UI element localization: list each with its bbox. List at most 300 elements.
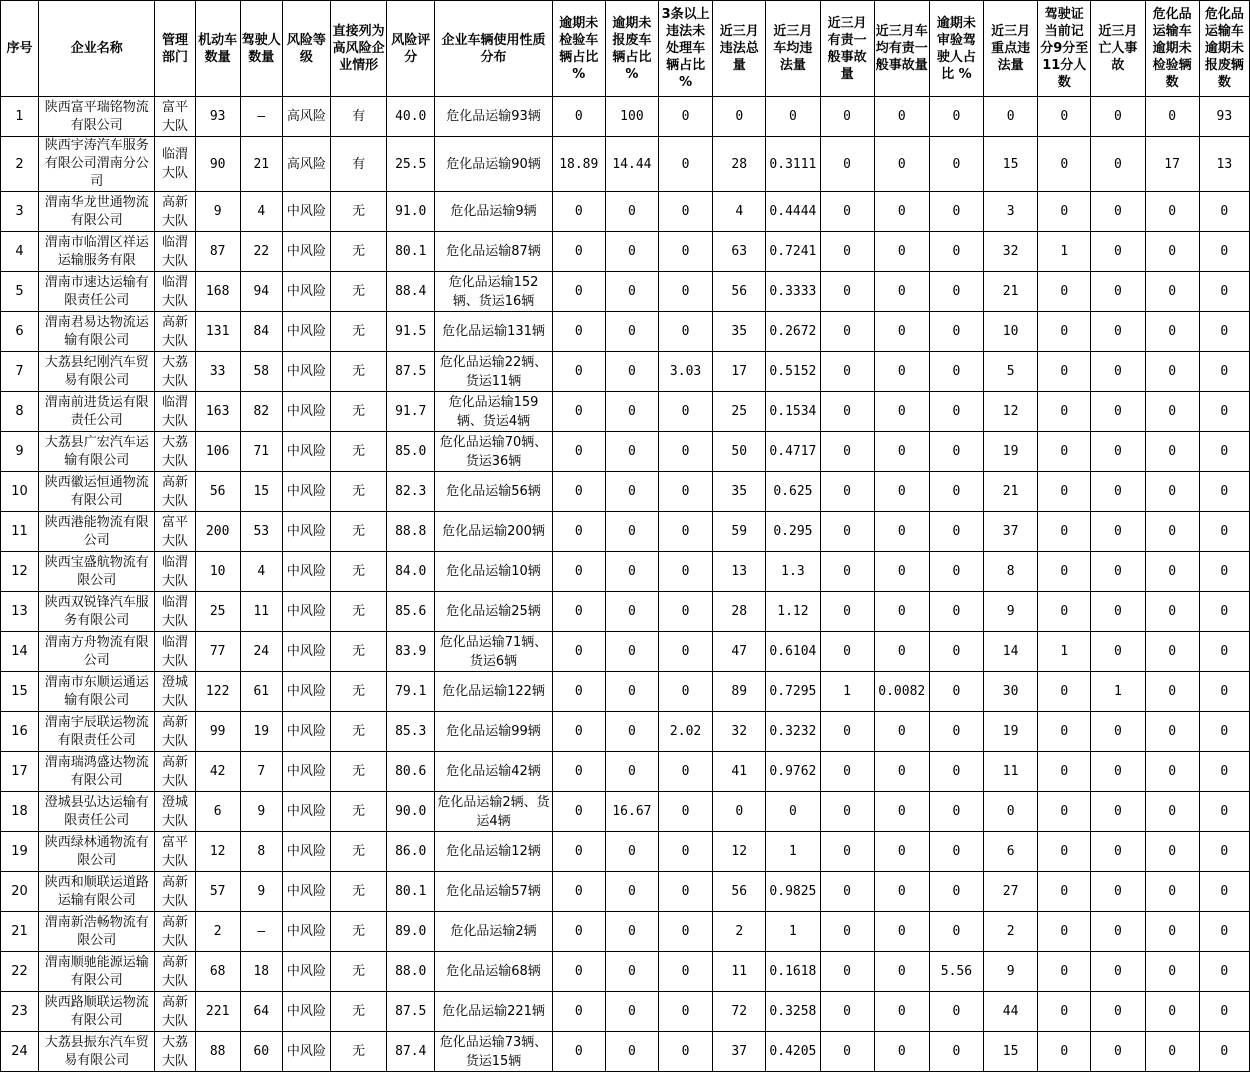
cell-overdue-inspection-pct: 0 xyxy=(552,992,605,1032)
cell-overdue-driver-review-pct: 0 xyxy=(929,552,983,592)
table-row xyxy=(1,137,1250,192)
cell-vehicle-count: 2 xyxy=(195,912,240,952)
cell-drivers-9-11-points: 0 xyxy=(1038,97,1091,137)
cell-overdue-inspection-pct: 0 xyxy=(552,952,605,992)
cell-hazmat-overdue-inspection: 0 xyxy=(1145,392,1199,432)
cell-accidents-3m: 0 xyxy=(820,832,874,872)
table-row xyxy=(1,552,1250,592)
cell-risk-level: 中风险 xyxy=(282,272,330,312)
cell-hazmat-overdue-inspection: 0 xyxy=(1145,472,1199,512)
cell-vehicle-usage: 危化品运输70辆、货运36辆 xyxy=(435,432,552,472)
cell-company-name: 渭南市速达运输有限责任公司 xyxy=(39,272,155,312)
cell-risk-score: 80.6 xyxy=(387,752,435,792)
cell-management-dept: 大荔大队 xyxy=(155,1032,195,1072)
cell-risk-score: 40.0 xyxy=(387,97,435,137)
cell-management-dept: 高新大队 xyxy=(155,752,195,792)
cell-index: 4 xyxy=(1,232,39,272)
cell-hazmat-overdue-scrap: 0 xyxy=(1199,1032,1249,1072)
cell-driver-count: — xyxy=(240,97,282,137)
cell-index: 16 xyxy=(1,712,39,752)
cell-risk-level: 高风险 xyxy=(282,97,330,137)
cell-company-name: 渭南方舟物流有限公司 xyxy=(39,632,155,672)
cell-violations-3m: 47 xyxy=(713,632,766,672)
cell-vehicle-usage: 危化品运输22辆、货运11辆 xyxy=(435,352,552,392)
table-row xyxy=(1,272,1250,312)
cell-fatal-accidents-3m: 0 xyxy=(1091,392,1145,432)
cell-company-name: 大荔县广宏汽车运输有限公司 xyxy=(39,432,155,472)
cell-violations-per-vehicle: 0.625 xyxy=(766,472,820,512)
cell-overdue-scrap-pct: 0 xyxy=(605,592,658,632)
cell-fatal-accidents-3m: 0 xyxy=(1091,232,1145,272)
cell-unresolved-violations-pct: 0 xyxy=(659,552,713,592)
cell-overdue-inspection-pct: 0 xyxy=(552,192,605,232)
cell-overdue-driver-review-pct: 0 xyxy=(929,712,983,752)
cell-direct-high-risk: 无 xyxy=(331,952,387,992)
cell-management-dept: 大荔大队 xyxy=(155,352,195,392)
cell-accidents-per-vehicle: 0.0082 xyxy=(874,672,929,712)
cell-accidents-per-vehicle: 0 xyxy=(874,952,929,992)
cell-direct-high-risk: 无 xyxy=(331,752,387,792)
cell-unresolved-violations-pct: 0 xyxy=(659,137,713,192)
cell-driver-count: — xyxy=(240,912,282,952)
cell-violations-per-vehicle: 0.295 xyxy=(766,512,820,552)
col-header-unresolved-violations-pct: 3条以上违法未处理车辆占比 % xyxy=(659,1,713,97)
cell-driver-count: 60 xyxy=(240,1032,282,1072)
cell-unresolved-violations-pct: 0 xyxy=(659,97,713,137)
cell-overdue-scrap-pct: 0 xyxy=(605,352,658,392)
cell-hazmat-overdue-scrap: 0 xyxy=(1199,232,1249,272)
cell-vehicle-count: 168 xyxy=(195,272,240,312)
cell-management-dept: 高新大队 xyxy=(155,712,195,752)
cell-drivers-9-11-points: 0 xyxy=(1038,832,1091,872)
cell-vehicle-usage: 危化品运输9辆 xyxy=(435,192,552,232)
cell-key-violations-3m: 30 xyxy=(984,672,1038,712)
table-row xyxy=(1,312,1250,352)
cell-overdue-inspection-pct: 0 xyxy=(552,552,605,592)
cell-accidents-per-vehicle: 0 xyxy=(874,592,929,632)
cell-direct-high-risk: 无 xyxy=(331,392,387,432)
table-row xyxy=(1,672,1250,712)
cell-overdue-scrap-pct: 0 xyxy=(605,712,658,752)
cell-hazmat-overdue-scrap: 0 xyxy=(1199,552,1249,592)
header-row xyxy=(1,1,1250,97)
cell-hazmat-overdue-inspection: 0 xyxy=(1145,952,1199,992)
cell-risk-score: 88.0 xyxy=(387,952,435,992)
cell-overdue-driver-review-pct: 0 xyxy=(929,752,983,792)
cell-fatal-accidents-3m: 1 xyxy=(1091,672,1145,712)
cell-driver-count: 21 xyxy=(240,137,282,192)
cell-overdue-scrap-pct: 0 xyxy=(605,952,658,992)
cell-risk-score: 82.3 xyxy=(387,472,435,512)
cell-index: 24 xyxy=(1,1032,39,1072)
cell-index: 20 xyxy=(1,872,39,912)
cell-vehicle-usage: 危化品运输56辆 xyxy=(435,472,552,512)
cell-fatal-accidents-3m: 0 xyxy=(1091,352,1145,392)
cell-risk-level: 中风险 xyxy=(282,672,330,712)
cell-vehicle-count: 9 xyxy=(195,192,240,232)
cell-key-violations-3m: 19 xyxy=(984,432,1038,472)
cell-overdue-scrap-pct: 16.67 xyxy=(605,792,658,832)
cell-company-name: 渭南君易达物流运输有限公司 xyxy=(39,312,155,352)
cell-overdue-scrap-pct: 0 xyxy=(605,232,658,272)
cell-overdue-inspection-pct: 0 xyxy=(552,352,605,392)
cell-risk-level: 中风险 xyxy=(282,992,330,1032)
cell-drivers-9-11-points: 0 xyxy=(1038,792,1091,832)
cell-violations-per-vehicle: 0 xyxy=(766,792,820,832)
cell-violations-per-vehicle: 0.7241 xyxy=(766,232,820,272)
cell-management-dept: 高新大队 xyxy=(155,872,195,912)
cell-overdue-inspection-pct: 0 xyxy=(552,792,605,832)
cell-hazmat-overdue-scrap: 0 xyxy=(1199,912,1249,952)
cell-company-name: 渭南顺驰能源运输有限公司 xyxy=(39,952,155,992)
cell-violations-per-vehicle: 0.3232 xyxy=(766,712,820,752)
cell-vehicle-usage: 危化品运输68辆 xyxy=(435,952,552,992)
cell-overdue-inspection-pct: 18.89 xyxy=(552,137,605,192)
cell-risk-level: 中风险 xyxy=(282,752,330,792)
cell-overdue-driver-review-pct: 0 xyxy=(929,392,983,432)
cell-vehicle-count: 12 xyxy=(195,832,240,872)
cell-company-name: 大荔县纪刚汽车贸易有限公司 xyxy=(39,352,155,392)
cell-violations-3m: 59 xyxy=(713,512,766,552)
cell-company-name: 渭南瑞鸿盛达物流有限公司 xyxy=(39,752,155,792)
cell-accidents-3m: 0 xyxy=(820,872,874,912)
cell-overdue-scrap-pct: 0 xyxy=(605,192,658,232)
cell-violations-per-vehicle: 1 xyxy=(766,832,820,872)
cell-unresolved-violations-pct: 0 xyxy=(659,672,713,712)
cell-accidents-per-vehicle: 0 xyxy=(874,512,929,552)
cell-index: 12 xyxy=(1,552,39,592)
cell-index: 19 xyxy=(1,832,39,872)
cell-drivers-9-11-points: 0 xyxy=(1038,312,1091,352)
table-row xyxy=(1,512,1250,552)
cell-overdue-inspection-pct: 0 xyxy=(552,472,605,512)
cell-overdue-scrap-pct: 0 xyxy=(605,992,658,1032)
col-header-index: 序号 xyxy=(1,1,39,97)
cell-violations-3m: 56 xyxy=(713,272,766,312)
cell-overdue-driver-review-pct: 0 xyxy=(929,632,983,672)
cell-accidents-3m: 0 xyxy=(820,792,874,832)
cell-accidents-3m: 0 xyxy=(820,432,874,472)
cell-hazmat-overdue-scrap: 0 xyxy=(1199,512,1249,552)
cell-accidents-per-vehicle: 0 xyxy=(874,472,929,512)
cell-direct-high-risk: 无 xyxy=(331,712,387,752)
cell-unresolved-violations-pct: 0 xyxy=(659,952,713,992)
col-header-risk-level: 风险等级 xyxy=(282,1,330,97)
cell-vehicle-count: 90 xyxy=(195,137,240,192)
cell-drivers-9-11-points: 1 xyxy=(1038,632,1091,672)
cell-risk-score: 80.1 xyxy=(387,232,435,272)
cell-vehicle-count: 56 xyxy=(195,472,240,512)
cell-overdue-scrap-pct: 0 xyxy=(605,1032,658,1072)
cell-unresolved-violations-pct: 0 xyxy=(659,752,713,792)
cell-accidents-3m: 0 xyxy=(820,952,874,992)
col-header-risk-score: 风险评分 xyxy=(387,1,435,97)
cell-overdue-inspection-pct: 0 xyxy=(552,672,605,712)
cell-violations-3m: 50 xyxy=(713,432,766,472)
col-header-violations-3m: 近三月违法总量 xyxy=(713,1,766,97)
cell-hazmat-overdue-scrap: 0 xyxy=(1199,192,1249,232)
cell-violations-per-vehicle: 1.3 xyxy=(766,552,820,592)
cell-unresolved-violations-pct: 0 xyxy=(659,432,713,472)
cell-risk-score: 79.1 xyxy=(387,672,435,712)
cell-drivers-9-11-points: 0 xyxy=(1038,1032,1091,1072)
cell-index: 5 xyxy=(1,272,39,312)
cell-drivers-9-11-points: 0 xyxy=(1038,872,1091,912)
cell-drivers-9-11-points: 0 xyxy=(1038,992,1091,1032)
cell-hazmat-overdue-inspection: 0 xyxy=(1145,272,1199,312)
cell-fatal-accidents-3m: 0 xyxy=(1091,632,1145,672)
cell-accidents-3m: 0 xyxy=(820,192,874,232)
cell-index: 3 xyxy=(1,192,39,232)
cell-vehicle-usage: 危化品运输93辆 xyxy=(435,97,552,137)
cell-violations-3m: 25 xyxy=(713,392,766,432)
cell-accidents-3m: 0 xyxy=(820,1032,874,1072)
cell-accidents-3m: 0 xyxy=(820,552,874,592)
cell-risk-level: 中风险 xyxy=(282,592,330,632)
cell-vehicle-count: 163 xyxy=(195,392,240,432)
cell-driver-count: 82 xyxy=(240,392,282,432)
cell-fatal-accidents-3m: 0 xyxy=(1091,592,1145,632)
cell-unresolved-violations-pct: 0 xyxy=(659,832,713,872)
table-row xyxy=(1,792,1250,832)
cell-key-violations-3m: 15 xyxy=(984,1032,1038,1072)
cell-unresolved-violations-pct: 0 xyxy=(659,992,713,1032)
cell-company-name: 渭南宇辰联运物流有限责任公司 xyxy=(39,712,155,752)
cell-accidents-per-vehicle: 0 xyxy=(874,752,929,792)
cell-hazmat-overdue-inspection: 0 xyxy=(1145,1032,1199,1072)
cell-vehicle-usage: 危化品运输73辆、货运15辆 xyxy=(435,1032,552,1072)
cell-overdue-inspection-pct: 0 xyxy=(552,912,605,952)
cell-index: 9 xyxy=(1,432,39,472)
cell-vehicle-usage: 危化品运输99辆 xyxy=(435,712,552,752)
cell-fatal-accidents-3m: 0 xyxy=(1091,552,1145,592)
cell-overdue-scrap-pct: 0 xyxy=(605,912,658,952)
cell-drivers-9-11-points: 1 xyxy=(1038,232,1091,272)
cell-violations-per-vehicle: 0.3258 xyxy=(766,992,820,1032)
cell-overdue-scrap-pct: 0 xyxy=(605,752,658,792)
cell-driver-count: 94 xyxy=(240,272,282,312)
cell-driver-count: 4 xyxy=(240,552,282,592)
col-header-overdue-scrap-pct: 逾期未报废车辆占比 % xyxy=(605,1,658,97)
cell-risk-level: 中风险 xyxy=(282,392,330,432)
cell-vehicle-usage: 危化品运输200辆 xyxy=(435,512,552,552)
cell-vehicle-count: 106 xyxy=(195,432,240,472)
col-header-drivers-9-11-points: 驾驶证当前记分9分至11分人数 xyxy=(1038,1,1091,97)
cell-overdue-inspection-pct: 0 xyxy=(552,592,605,632)
cell-hazmat-overdue-inspection: 0 xyxy=(1145,912,1199,952)
cell-key-violations-3m: 8 xyxy=(984,552,1038,592)
cell-risk-level: 中风险 xyxy=(282,952,330,992)
cell-violations-per-vehicle: 0.4717 xyxy=(766,432,820,472)
cell-vehicle-usage: 危化品运输2辆、货运4辆 xyxy=(435,792,552,832)
cell-violations-3m: 13 xyxy=(713,552,766,592)
cell-risk-level: 中风险 xyxy=(282,872,330,912)
cell-vehicle-count: 122 xyxy=(195,672,240,712)
cell-vehicle-usage: 危化品运输10辆 xyxy=(435,552,552,592)
cell-accidents-per-vehicle: 0 xyxy=(874,832,929,872)
cell-company-name: 陕西路顺联运物流有限公司 xyxy=(39,992,155,1032)
cell-key-violations-3m: 15 xyxy=(984,137,1038,192)
cell-hazmat-overdue-inspection: 0 xyxy=(1145,992,1199,1032)
cell-risk-level: 中风险 xyxy=(282,792,330,832)
cell-vehicle-count: 57 xyxy=(195,872,240,912)
cell-risk-score: 89.0 xyxy=(387,912,435,952)
cell-vehicle-usage: 危化品运输90辆 xyxy=(435,137,552,192)
cell-fatal-accidents-3m: 0 xyxy=(1091,912,1145,952)
cell-vehicle-count: 93 xyxy=(195,97,240,137)
cell-hazmat-overdue-scrap: 13 xyxy=(1199,137,1249,192)
cell-hazmat-overdue-inspection: 0 xyxy=(1145,352,1199,392)
cell-direct-high-risk: 无 xyxy=(331,552,387,592)
cell-management-dept: 高新大队 xyxy=(155,312,195,352)
cell-management-dept: 富平大队 xyxy=(155,512,195,552)
cell-hazmat-overdue-scrap: 0 xyxy=(1199,592,1249,632)
cell-accidents-per-vehicle: 0 xyxy=(874,712,929,752)
cell-key-violations-3m: 2 xyxy=(984,912,1038,952)
table-row xyxy=(1,912,1250,952)
col-header-direct-high-risk: 直接列为高风险企业情形 xyxy=(331,1,387,97)
cell-hazmat-overdue-scrap: 0 xyxy=(1199,752,1249,792)
cell-hazmat-overdue-inspection: 0 xyxy=(1145,97,1199,137)
cell-management-dept: 澄城大队 xyxy=(155,792,195,832)
cell-risk-level: 中风险 xyxy=(282,1032,330,1072)
cell-fatal-accidents-3m: 0 xyxy=(1091,432,1145,472)
cell-violations-3m: 35 xyxy=(713,312,766,352)
cell-unresolved-violations-pct: 0 xyxy=(659,1032,713,1072)
col-header-management-dept: 管理部门 xyxy=(155,1,195,97)
cell-unresolved-violations-pct: 0 xyxy=(659,632,713,672)
cell-hazmat-overdue-inspection: 0 xyxy=(1145,592,1199,632)
cell-hazmat-overdue-inspection: 0 xyxy=(1145,512,1199,552)
cell-vehicle-usage: 危化品运输2辆 xyxy=(435,912,552,952)
cell-violations-3m: 37 xyxy=(713,1032,766,1072)
cell-hazmat-overdue-inspection: 0 xyxy=(1145,792,1199,832)
cell-accidents-per-vehicle: 0 xyxy=(874,312,929,352)
cell-violations-3m: 32 xyxy=(713,712,766,752)
cell-overdue-inspection-pct: 0 xyxy=(552,832,605,872)
cell-risk-level: 高风险 xyxy=(282,137,330,192)
cell-hazmat-overdue-scrap: 0 xyxy=(1199,432,1249,472)
cell-overdue-scrap-pct: 0 xyxy=(605,632,658,672)
cell-company-name: 大荔县振东汽车贸易有限公司 xyxy=(39,1032,155,1072)
cell-index: 10 xyxy=(1,472,39,512)
cell-accidents-per-vehicle: 0 xyxy=(874,872,929,912)
cell-fatal-accidents-3m: 0 xyxy=(1091,312,1145,352)
cell-direct-high-risk: 无 xyxy=(331,512,387,552)
cell-violations-3m: 72 xyxy=(713,992,766,1032)
cell-vehicle-usage: 危化品运输71辆、货运6辆 xyxy=(435,632,552,672)
cell-vehicle-count: 88 xyxy=(195,1032,240,1072)
table-row xyxy=(1,712,1250,752)
cell-hazmat-overdue-scrap: 0 xyxy=(1199,872,1249,912)
cell-company-name: 陕西富平瑞铭物流有限公司 xyxy=(39,97,155,137)
cell-accidents-3m: 0 xyxy=(820,392,874,432)
cell-drivers-9-11-points: 0 xyxy=(1038,352,1091,392)
cell-hazmat-overdue-scrap: 0 xyxy=(1199,832,1249,872)
cell-fatal-accidents-3m: 0 xyxy=(1091,512,1145,552)
cell-drivers-9-11-points: 0 xyxy=(1038,192,1091,232)
cell-drivers-9-11-points: 0 xyxy=(1038,272,1091,312)
table-header xyxy=(1,1,1250,97)
cell-overdue-driver-review-pct: 0 xyxy=(929,672,983,712)
cell-management-dept: 高新大队 xyxy=(155,192,195,232)
cell-risk-level: 中风险 xyxy=(282,912,330,952)
cell-overdue-inspection-pct: 0 xyxy=(552,312,605,352)
cell-overdue-scrap-pct: 0 xyxy=(605,392,658,432)
cell-hazmat-overdue-inspection: 0 xyxy=(1145,872,1199,912)
cell-key-violations-3m: 19 xyxy=(984,712,1038,752)
cell-risk-level: 中风险 xyxy=(282,512,330,552)
cell-overdue-scrap-pct: 0 xyxy=(605,472,658,512)
cell-violations-per-vehicle: 0.3333 xyxy=(766,272,820,312)
cell-management-dept: 高新大队 xyxy=(155,912,195,952)
cell-risk-score: 25.5 xyxy=(387,137,435,192)
cell-overdue-scrap-pct: 0 xyxy=(605,672,658,712)
cell-overdue-inspection-pct: 0 xyxy=(552,872,605,912)
cell-direct-high-risk: 无 xyxy=(331,432,387,472)
cell-vehicle-usage: 危化品运输159辆、货运4辆 xyxy=(435,392,552,432)
cell-fatal-accidents-3m: 0 xyxy=(1091,472,1145,512)
cell-risk-score: 83.9 xyxy=(387,632,435,672)
cell-vehicle-usage: 危化品运输221辆 xyxy=(435,992,552,1032)
cell-risk-level: 中风险 xyxy=(282,192,330,232)
cell-vehicle-count: 33 xyxy=(195,352,240,392)
cell-unresolved-violations-pct: 0 xyxy=(659,272,713,312)
cell-risk-level: 中风险 xyxy=(282,712,330,752)
cell-accidents-per-vehicle: 0 xyxy=(874,632,929,672)
cell-drivers-9-11-points: 0 xyxy=(1038,712,1091,752)
cell-company-name: 渭南市东顺运通运输有限公司 xyxy=(39,672,155,712)
cell-risk-score: 85.6 xyxy=(387,592,435,632)
cell-direct-high-risk: 无 xyxy=(331,912,387,952)
cell-accidents-per-vehicle: 0 xyxy=(874,792,929,832)
cell-direct-high-risk: 无 xyxy=(331,632,387,672)
cell-hazmat-overdue-scrap: 0 xyxy=(1199,712,1249,752)
cell-violations-per-vehicle: 0.3111 xyxy=(766,137,820,192)
cell-direct-high-risk: 有 xyxy=(331,97,387,137)
cell-risk-score: 87.5 xyxy=(387,352,435,392)
cell-violations-3m: 56 xyxy=(713,872,766,912)
cell-accidents-per-vehicle: 0 xyxy=(874,137,929,192)
cell-risk-score: 90.0 xyxy=(387,792,435,832)
cell-driver-count: 61 xyxy=(240,672,282,712)
cell-driver-count: 22 xyxy=(240,232,282,272)
cell-drivers-9-11-points: 0 xyxy=(1038,432,1091,472)
cell-accidents-per-vehicle: 0 xyxy=(874,1032,929,1072)
cell-vehicle-count: 25 xyxy=(195,592,240,632)
cell-direct-high-risk: 无 xyxy=(331,832,387,872)
cell-unresolved-violations-pct: 2.02 xyxy=(659,712,713,752)
cell-hazmat-overdue-inspection: 0 xyxy=(1145,672,1199,712)
cell-key-violations-3m: 21 xyxy=(984,472,1038,512)
cell-overdue-inspection-pct: 0 xyxy=(552,752,605,792)
col-header-vehicle-usage: 企业车辆使用性质分布 xyxy=(435,1,552,97)
cell-unresolved-violations-pct: 0 xyxy=(659,912,713,952)
cell-violations-per-vehicle: 0.6104 xyxy=(766,632,820,672)
cell-hazmat-overdue-scrap: 93 xyxy=(1199,97,1249,137)
cell-direct-high-risk: 无 xyxy=(331,672,387,712)
cell-unresolved-violations-pct: 0 xyxy=(659,512,713,552)
cell-accidents-per-vehicle: 0 xyxy=(874,192,929,232)
cell-driver-count: 15 xyxy=(240,472,282,512)
cell-risk-score: 91.0 xyxy=(387,192,435,232)
cell-driver-count: 53 xyxy=(240,512,282,552)
cell-management-dept: 临渭大队 xyxy=(155,137,195,192)
cell-vehicle-count: 6 xyxy=(195,792,240,832)
cell-violations-per-vehicle: 0.7295 xyxy=(766,672,820,712)
cell-violations-per-vehicle: 0.4444 xyxy=(766,192,820,232)
cell-accidents-per-vehicle: 0 xyxy=(874,272,929,312)
